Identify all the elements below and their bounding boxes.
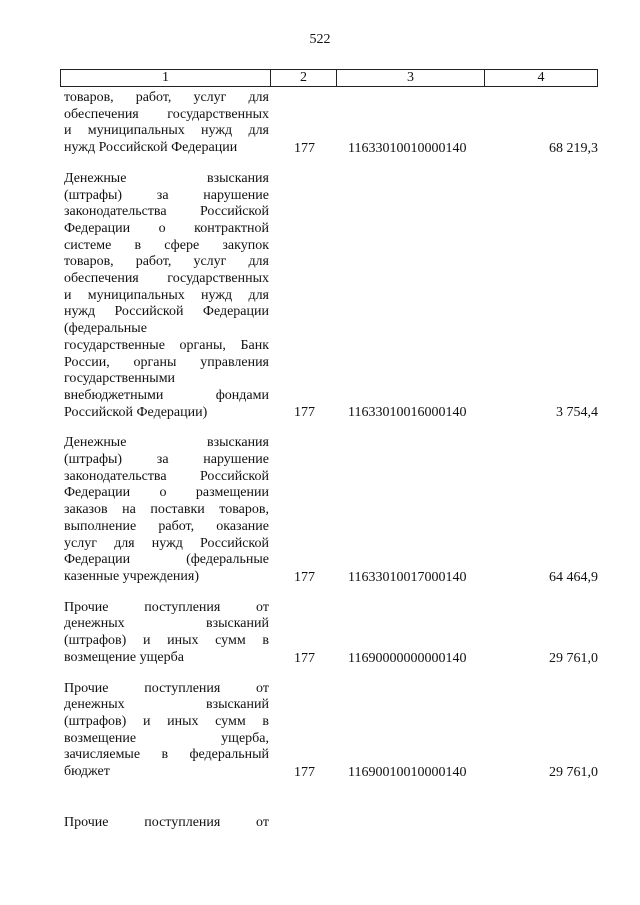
description-line: Прочие поступления от [64,599,269,615]
description-line: Российской Федерации) [64,404,208,420]
budget-classification-code: 11633010016000140 [348,405,467,421]
description-line: (федеральные [64,321,147,337]
admin-code: 177 [294,140,315,156]
budget-classification-code: 11690000000000140 [348,650,467,666]
description-line: денежных взысканий [64,616,269,632]
table-row [60,90,600,157]
description-line: заказов на поставки товаров, [64,502,269,518]
row-description [60,815,269,832]
row-values [60,404,600,421]
amount: 64 464,9 [549,569,598,585]
header-col-3: 3 [337,70,485,86]
admin-code: 177 [294,764,315,780]
table-row [60,435,600,585]
row-values [60,569,600,586]
row-values [60,140,600,157]
table-row [60,600,600,667]
description-line: системе в сфере закупок [64,237,269,253]
description-line: Денежные взыскания [64,435,269,451]
budget-classification-code: 11633010010000140 [348,140,467,156]
row-values [60,764,600,781]
description-line: Федерации (федеральные [64,552,269,568]
table-row [60,815,600,832]
description-line: бюджет [64,764,110,780]
description-line: денежных взысканий [64,697,269,713]
description-line: (штрафы) за нарушение [64,452,269,468]
description-line: нужд Российской Федерации [64,304,269,320]
description-line: нужд Российской Федерации [64,140,238,156]
description-line: Федерации о контрактной [64,220,269,236]
row-values [60,650,600,667]
description-line: законодательства Российской [64,204,269,220]
description-line: услуг для нужд Российской [64,535,269,551]
description-line: обеспечения государственных [64,271,269,287]
description-line: возмещение ущерба, [64,730,269,746]
page-number: 522 [309,32,331,47]
header-col-2: 2 [271,70,337,86]
header-col-1: 1 [61,70,271,86]
description-line: и муниципальных нужд для [64,123,269,139]
admin-code: 177 [294,569,315,585]
budget-classification-code: 11690010010000140 [348,764,467,780]
description-line: законодательства Российской [64,468,269,484]
description-line: Прочие поступления от [64,814,269,830]
description-line: товаров, работ, услуг для [64,90,269,105]
description-line: казенные учреждения) [64,568,200,584]
amount: 68 219,3 [549,140,598,156]
description-line: зачисляемые в федеральный [64,747,269,763]
amount: 29 761,0 [549,764,598,780]
description-line: внебюджетными фондами [64,387,269,403]
description-line: обеспечения государственных [64,106,269,122]
amount: 3 754,4 [556,405,598,421]
description-line: и муниципальных нужд для [64,287,269,303]
admin-code: 177 [294,405,315,421]
budget-classification-code: 11633010017000140 [348,569,467,585]
description-line: государственными [64,371,176,387]
description-line: (штрафов) и иных сумм в [64,713,269,729]
table-header-row [60,69,598,87]
description-line: (штрафов) и иных сумм в [64,633,269,649]
table-body [60,90,600,831]
description-line: (штрафы) за нарушение [64,187,269,203]
description-line: товаров, работ, услуг для [64,254,269,270]
header-col-4: 4 [537,70,545,85]
description-line: возмещение ущерба [64,649,184,665]
description-line: Прочие поступления от [64,680,269,696]
row-description [60,435,269,585]
description-line: Денежные взыскания [64,170,269,186]
description-line: выполнение работ, оказание [64,518,269,534]
description-line: государственные органы, Банк [64,337,269,353]
description-line: Федерации о размещении [64,485,269,501]
row-description [60,171,269,422]
table-row [60,681,600,781]
description-line: России, органы управления [64,354,269,370]
amount: 29 761,0 [549,650,598,666]
table-row [60,171,600,422]
admin-code: 177 [294,650,315,666]
